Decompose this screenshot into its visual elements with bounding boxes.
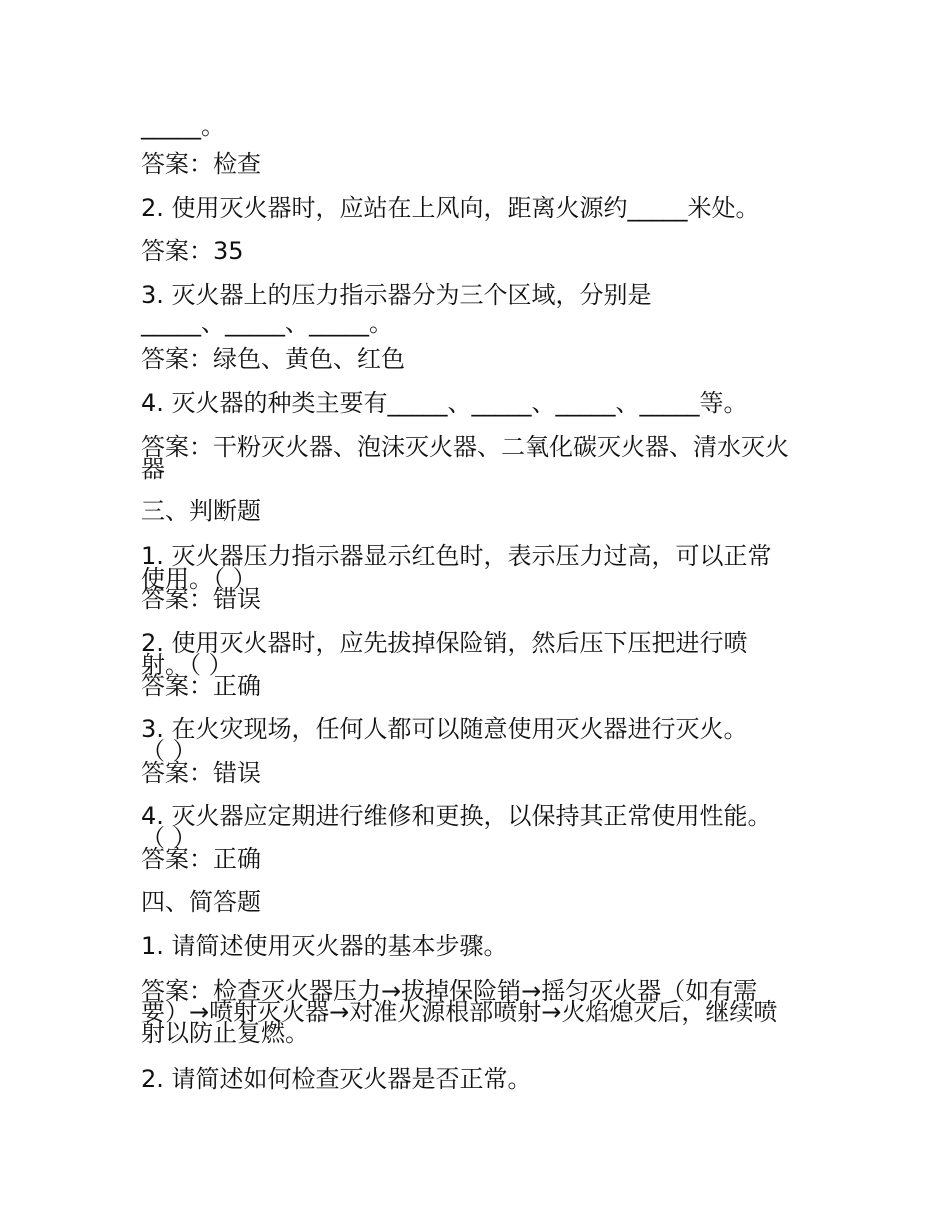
question-text: 3. 在火灾现场，任何人都可以随意使用灭火器进行灭火。 — [141, 715, 748, 743]
question-text: 3. 灭火器上的压力指示器分为三个区域，分别是 — [141, 281, 652, 309]
answer-text: 答案：绿色、黄色、红色 — [141, 345, 405, 373]
question-text: _____、_____、_____。 — [141, 309, 393, 337]
question-text: 4. 灭火器的种类主要有_____、_____、_____、_____等。 — [141, 389, 748, 417]
question-text: 2. 使用灭火器时，应站在上风向，距离火源约_____米处。 — [141, 194, 760, 222]
answer-text: 射以防止复燃。 — [141, 1019, 309, 1047]
question-text: （ ） — [141, 824, 197, 852]
answer-text: 答案：检查灭火器压力→拔掉保险销→摇匀灭火器（如有需 — [141, 977, 758, 1005]
question-text: 2. 使用灭火器时，应先拔掉保险销，然后压下压把进行喷 — [141, 629, 748, 657]
section-heading: 三、判断题 — [141, 497, 261, 525]
question-text: 1. 灭火器压力指示器显示红色时，表示压力过高，可以正常 — [141, 542, 772, 570]
answer-text: 答案：正确 — [141, 672, 261, 700]
answer-text: 答案：干粉灭火器、泡沫灭火器、二氧化碳灭火器、清水灭火 — [141, 433, 789, 461]
answer-text: 器 — [141, 455, 165, 483]
question-text: 1. 请简述使用灭火器的基本步骤。 — [141, 932, 508, 960]
answer-text: 答案：35 — [141, 237, 244, 265]
question-text: 使用。（ ） — [141, 565, 257, 593]
question-text: 2. 请简述如何检查灭火器是否正常。 — [141, 1065, 532, 1093]
question-text: 射。（ ） — [141, 651, 233, 679]
answer-text: 答案：错误 — [141, 759, 261, 787]
answer-text: 要）→喷射灭火器→对准火源根部喷射→火焰熄灭后，继续喷 — [141, 998, 778, 1026]
blank-line: _____。 — [141, 112, 225, 140]
question-text: （ ） — [141, 737, 197, 765]
question-text: 4. 灭火器应定期进行维修和更换，以保持其正常使用性能。 — [141, 802, 772, 830]
answer-text: 答案：正确 — [141, 845, 261, 873]
answer-text: 答案：错误 — [141, 585, 261, 613]
section-heading: 四、简答题 — [141, 888, 261, 916]
answer-text: 答案：检查 — [141, 150, 261, 178]
